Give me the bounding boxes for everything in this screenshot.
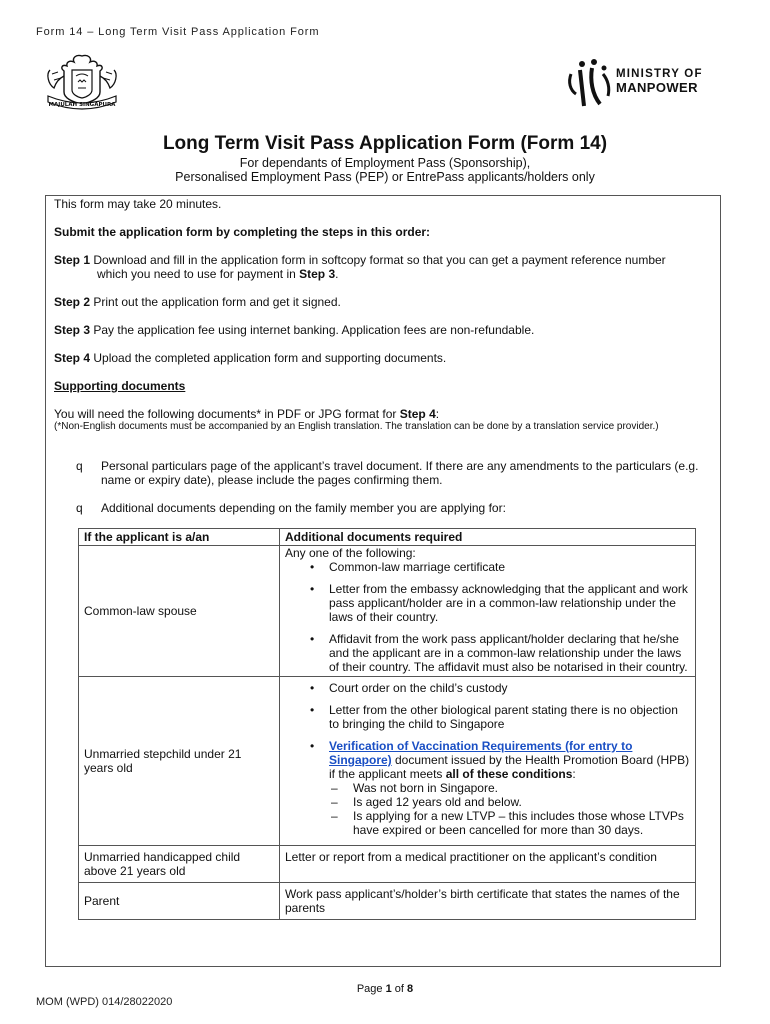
manpower-line: MANPOWER	[616, 80, 698, 95]
step-1-continued	[97, 267, 338, 281]
step-1-text: Download and fill in the application form in softcopy format so that you can get a payment reference number	[93, 253, 666, 267]
row-who: Parent	[79, 883, 280, 920]
step-3	[54, 323, 534, 337]
translation-note: (*Non-English documents must be accompanied by an English translation. The translation can be done by a translation service provider.)	[54, 421, 659, 432]
table-header-row	[79, 529, 696, 546]
list-item: • Common-law marriage certificate	[329, 560, 690, 574]
row-doc: Work pass applicant’s/holder’s birth certificate that states the names of the parents	[280, 883, 696, 920]
checkbox-bullet-2: q	[76, 501, 83, 515]
list-item: • Letter from the other biological parent stating there is no objection to bringing the child to Singapore	[329, 703, 690, 731]
row-who: Unmarried stepchild under 21 years old	[79, 677, 280, 846]
requirements-table	[78, 528, 696, 920]
intro-text: This form may take 20 minutes.	[54, 197, 222, 211]
step-4	[54, 351, 446, 365]
form-code: MOM (WPD) 014/28022020	[36, 996, 173, 1008]
step-1-label: Step 1	[54, 253, 91, 267]
table-row	[79, 677, 696, 846]
list-item: • Letter from the embassy acknowledging that the applicant and work pass applicant/holder are in a common-law relationship under the laws of their country.	[329, 582, 690, 624]
step-1-ref: Step 3	[299, 267, 336, 281]
page-number: 1	[385, 983, 392, 995]
step-2-text: Print out the application form and get it signed.	[93, 295, 341, 309]
step-4-text: Upload the completed application form and supporting documents.	[93, 351, 447, 365]
subtitle-line-1: For dependants of Employment Pass (Sponsorship),	[239, 156, 531, 170]
step-4-label: Step 4	[54, 351, 91, 365]
row-docs	[280, 546, 696, 677]
link-end: :	[572, 767, 576, 781]
row-who: Unmarried handicapped child above 21 years old	[79, 846, 280, 883]
conditions-bold: all of these conditions	[445, 767, 573, 781]
supporting-need-text	[54, 407, 439, 421]
page-title: Long Term Visit Pass Application Form (Form 14)	[162, 133, 608, 154]
form-header-line: Form 14 – Long Term Visit Pass Application Form	[36, 26, 320, 38]
conditions-list	[329, 781, 690, 837]
list-item: – Is applying for a new LTVP – this includes those whose LTVPs have expired or been cancelled for more than 30 days.	[353, 809, 690, 837]
row-who: Common-law spouse	[79, 546, 280, 677]
step-3-label: Step 3	[54, 323, 91, 337]
need-text: You will need the following documents* in PDF or JPG format for	[54, 407, 400, 421]
row-doc: Letter or report from a medical practitioner on the applicant’s condition	[280, 846, 696, 883]
step-2	[54, 295, 341, 309]
supporting-item-1: Personal particulars page of the applicant’s travel document. If there are any amendments to the particulars (e.g. name or expiry date), please include the pages confirming them.	[101, 459, 699, 487]
page-indicator	[0, 983, 770, 995]
table-row	[79, 883, 696, 920]
row-docs	[280, 677, 696, 846]
table-row	[79, 546, 696, 677]
of-word: of	[394, 983, 404, 995]
doc-list	[285, 681, 690, 837]
vaccination-requirements-link[interactable]: Verification of Vaccination Requirements (for entry to Singapore)	[329, 739, 633, 767]
list-item: • Court order on the child’s custody	[329, 681, 690, 695]
need-ref: Step 4	[399, 407, 436, 421]
ministry-of-manpower-wordmark	[616, 68, 703, 94]
ministry-line: MINISTRY OF	[616, 68, 703, 80]
list-item: – Was not born in Singapore.	[353, 781, 690, 795]
steps-heading: Submit the application form by completing the steps in this order:	[54, 225, 431, 239]
step-3-text: Pay the application fee using internet banking. Application fees are non-refundable.	[93, 323, 535, 337]
step-1-end: .	[335, 267, 339, 281]
table-row	[79, 846, 696, 883]
col-documents-header: Additional documents required	[280, 529, 696, 546]
step-2-label: Step 2	[54, 295, 91, 309]
list-item: – Is aged 12 years old and below.	[353, 795, 690, 809]
page-total: 8	[407, 983, 414, 995]
step-1	[54, 253, 719, 267]
subtitle-line-2: Personalised Employment Pass (PEP) or EntrePass applicants/holders only	[175, 170, 595, 184]
link-after-text: document issued by the Health Promotion Board (HPB) if the applicant meets	[329, 753, 690, 781]
checkbox-bullet-1: q	[76, 459, 83, 473]
need-end: :	[435, 407, 440, 421]
page-word: Page	[356, 983, 383, 995]
list-item: • Affidavit from the work pass applicant/holder declaring that he/she and the applicant are in a common-law relationship under the laws of their country. The affidavit must also be notarised in their country.	[329, 632, 690, 674]
col-applicant-header: If the applicant is a/an	[79, 529, 280, 546]
list-item	[329, 739, 690, 837]
singapore-crest-logo	[42, 52, 122, 114]
doc-list	[285, 560, 690, 674]
supporting-documents-heading: Supporting documents	[54, 379, 186, 393]
crest-motto: MAJULAH SINGAPURA	[48, 102, 116, 108]
row-lead: Any one of the following:	[285, 546, 416, 560]
supporting-item-2: Additional documents depending on the family member you are applying for:	[101, 501, 506, 515]
step-1-text2: which you need to use for payment in	[97, 267, 300, 281]
